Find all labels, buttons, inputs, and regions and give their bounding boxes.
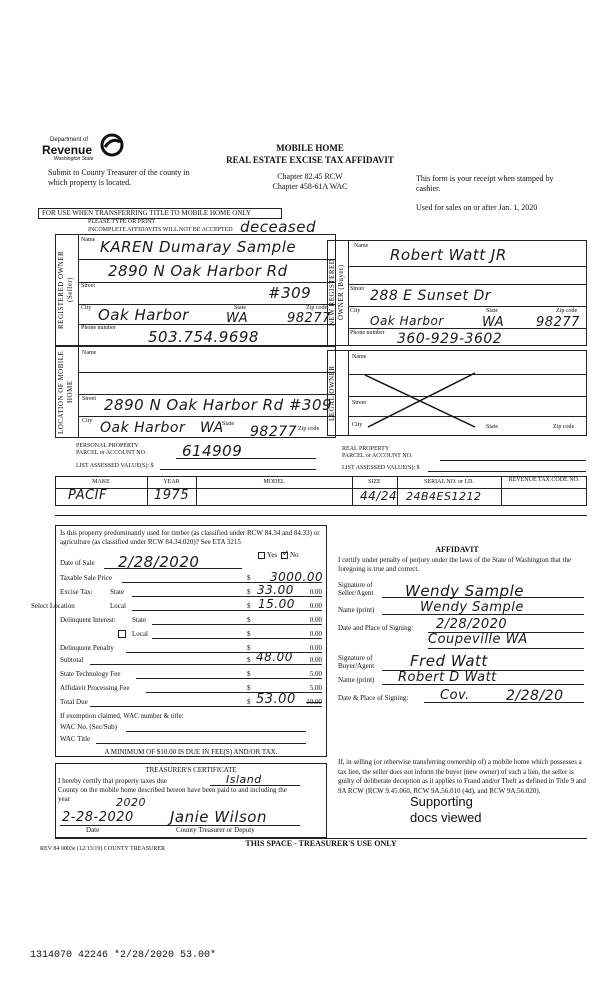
buyer-date-place-label: Date & Place of Signing:: [338, 694, 409, 702]
excise-state-label: State: [110, 588, 124, 596]
seller-name[interactable]: KAREN Dumaray Sample: [100, 238, 297, 256]
seller-city[interactable]: Oak Harbor: [98, 306, 189, 324]
total-due-print: 10.00: [306, 698, 322, 706]
submit-instruction: Submit to County Treasurer of the county in which property is located.: [48, 168, 190, 187]
transfer-notice: FOR USE WHEN TRANSFERRING TITLE TO MOBILE HOME ONLY: [42, 209, 252, 217]
seller-phone-label: Phone number: [81, 325, 116, 331]
legal-zip-label: Zip code: [553, 424, 575, 430]
buyer-state[interactable]: WA: [482, 315, 505, 330]
buyer-signature[interactable]: Fred Watt: [410, 652, 488, 670]
treasurer-title: TREASURER'S CERTIFICATE: [145, 766, 237, 774]
personal-assessed-label: LIST ASSESSED VALUE(S): $: [76, 463, 154, 469]
personal-parcel-number[interactable]: 614909: [182, 442, 243, 460]
affidavit-fee-label: Affidavit Processing Fee: [60, 684, 130, 692]
supporting-docs-stamp-1: Supporting: [410, 794, 473, 809]
seller-zip[interactable]: 98277: [287, 311, 331, 326]
wac-title-label: WAC Title: [60, 735, 91, 743]
seller-street-line1[interactable]: 2890 N Oak Harbor Rd: [108, 262, 288, 280]
yes-label: Yes: [267, 551, 278, 559]
seller-street-line2[interactable]: #309: [268, 284, 312, 302]
form-title-line1: MOBILE HOME: [276, 143, 344, 153]
affidavit-certify: I certify under penalty of perjury under the laws of the State of Washington that the foregoing is true and correct.: [338, 556, 572, 573]
table-header-model: MODEL: [263, 479, 285, 485]
form-revision: REV 84 0003e (12/13/19) COUNTY TREASURER: [40, 846, 166, 852]
taxable-price-label: Taxable Sale Price: [60, 574, 112, 582]
legal-city-label: City: [352, 422, 363, 428]
seller-name-print-label: Name (print): [338, 606, 375, 614]
total-due-label: Total Due: [60, 698, 88, 706]
lien-notice: If, in selling (or otherwise transferring ownership of) a mobile home which possesses a tax lien, the seller does not inform the buyer (new owner) of such a lien, the seller is guilty of deliberate deception as it applies to Fraud and/or Theft as defined in Title 9 and 9A RCW (RCW 9.45.060, RCW 9A.56.010 (4d), and RCW 9A.56.020).: [338, 758, 586, 795]
wac-no-label: WAC No. (Sec/Sub): [60, 723, 117, 731]
treasurer-date[interactable]: 2-28-2020: [62, 810, 134, 825]
subtotal-hand[interactable]: 48.00: [256, 650, 293, 664]
buyer-name-print[interactable]: Robert D Watt: [398, 670, 497, 685]
seller-name-label: Name: [81, 237, 96, 243]
seller-phone[interactable]: 503.754.9698: [148, 328, 259, 346]
location-zip-label: Zip code: [298, 426, 320, 432]
buyer-name-print-label: Name (print): [338, 676, 375, 684]
buyer-street[interactable]: 288 E Sunset Dr: [370, 288, 491, 304]
tech-fee-label: State Technology Fee: [60, 670, 121, 678]
real-parcel-label: PARCEL or ACCOUNT NO.: [342, 453, 413, 459]
treasurer-date-label: Date: [86, 826, 100, 834]
location-name-label: Name: [82, 350, 97, 356]
location-street[interactable]: 2890 N Oak Harbor Rd #309: [104, 396, 333, 414]
buyer-name[interactable]: Robert Watt JR: [390, 246, 507, 264]
timber-question: Is this property predominantly used for timber (as classified under RCW 84.34 and 84.33) or agriculture (as classified under RCW 84.34.020)? See ETA 3215: [60, 529, 320, 546]
delinquent-state[interactable]: 0.00: [309, 616, 322, 624]
subtotal-label: Subtotal: [60, 656, 84, 664]
treasurer-sig-label: County Treasurer or Deputy: [176, 826, 255, 834]
dept-of: Department of: [50, 137, 89, 143]
delinquent-local[interactable]: 0.00: [309, 630, 322, 638]
receipt-note: This form is your receipt when stamped by cashier.: [416, 174, 554, 193]
yes-no-row: [256, 548, 299, 559]
buyer-sig-label-1: Signature of: [338, 654, 373, 662]
location-city[interactable]: Oak Harbor: [100, 420, 186, 436]
dept-name: Revenue: [42, 143, 93, 157]
dor-logo: [40, 133, 160, 163]
dollar-total: $: [247, 698, 251, 706]
buyer-sign-place[interactable]: Cov.: [440, 688, 470, 703]
legal-state-label: State: [486, 424, 498, 430]
treasurer-cert-text-2: County on the mobile home described hereon have been paid to and including the year: [58, 786, 287, 803]
dollar-affidavit: $: [247, 684, 251, 692]
no-label: No: [289, 551, 299, 559]
treasurer-signature[interactable]: Janie Wilson: [170, 808, 267, 826]
yes-checkbox[interactable]: [258, 552, 265, 559]
table-header-year: YEAR: [163, 479, 180, 485]
tech-fee: 5.00: [309, 670, 322, 678]
location-state[interactable]: WA: [200, 420, 224, 436]
buyer-sig-label-2: Buyer/Agent: [338, 662, 375, 670]
buyer-zip-label: Zip code: [556, 308, 578, 314]
dollar-taxable: $: [247, 574, 251, 582]
seller-sig-label-2: Seller/Agent: [338, 589, 374, 597]
location-zip[interactable]: 98277: [250, 424, 298, 440]
table-header-serial: SERIAL NO. or I.D.: [424, 479, 474, 485]
chapter-wac: Chapter 458-61A WAC: [272, 182, 348, 191]
location-section-label: LOCATION OF MOBILE HOME: [57, 350, 74, 434]
chapter-rcw: Chapter 82.45 RCW: [277, 172, 343, 181]
seller-signature[interactable]: Wendy Sample: [405, 582, 524, 600]
legal-name-label: Name: [352, 354, 367, 360]
seller-street-label: Street: [81, 283, 95, 289]
treasurer-cert-text-1: I hereby certify that property taxes due: [58, 777, 167, 785]
seller-sign-place[interactable]: Coupeville WA: [428, 632, 528, 647]
exemption-label: If exemption claimed, WAC number & title:: [60, 712, 184, 720]
buyer-city-label: City: [350, 308, 361, 314]
incomplete-notice: INCOMPLETE AFFIDAVITS WILL NOT BE ACCEPTED: [88, 227, 233, 233]
table-header-tax-code: REVENUE TAX CODE NO.: [508, 477, 580, 483]
used-for-date: Used for sales on or after Jan. 1, 2020: [416, 203, 538, 212]
delinquent-state-label: State: [132, 616, 146, 624]
excise-local-hand[interactable]: 15.00: [258, 597, 295, 611]
date-of-sale[interactable]: 2/28/2020: [118, 553, 200, 571]
dept-state: Washington State: [54, 156, 94, 162]
no-checkbox[interactable]: [281, 548, 290, 559]
table-header-size: SIZE: [368, 479, 381, 485]
real-property-label: REAL PROPERTY: [342, 446, 390, 452]
dollar-tech: $: [247, 670, 251, 678]
date-of-sale-label: Date of Sale: [60, 559, 95, 567]
seller-name-print[interactable]: Wendy Sample: [420, 600, 524, 615]
buyer-phone[interactable]: 360-929-3602: [397, 331, 503, 347]
buyer-city[interactable]: Oak Harbor: [370, 314, 444, 328]
delinquent-interest-label: Delinquent Interest:: [60, 616, 116, 624]
location-city-label: City: [82, 418, 93, 424]
print-notice: PLEASE TYPE OR PRINT: [88, 219, 156, 225]
personal-property-label: PERSONAL PROPERTY: [76, 443, 139, 449]
minimum-due-notice: A MINIMUM OF $10.00 IS DUE IN FEE(S) AND/OR TAX.: [104, 748, 278, 756]
legal-owner-label: LEGAL OWNER: [328, 365, 336, 421]
deceased-annotation: deceased: [240, 218, 316, 236]
table-make-value[interactable]: PACIF: [68, 488, 107, 503]
treasurer-use-only: THIS SPACE - TREASURER'S USE ONLY: [245, 839, 397, 848]
excise-local-label: Local: [110, 602, 126, 610]
seller-state-label: State: [234, 305, 246, 311]
penalty[interactable]: 0.00: [309, 644, 322, 652]
dollar-excise-state: $: [247, 588, 251, 596]
seller-zip-label: Zip code: [306, 305, 328, 311]
excise-tax-label: Excise Tax:: [60, 588, 93, 596]
table-header-make: MAKE: [92, 479, 110, 485]
seller-sig-label-1: Signature of: [338, 581, 373, 589]
buyer-phone-label: Phone number: [350, 330, 385, 336]
seller-city-label: City: [81, 305, 92, 311]
table-serial-value[interactable]: 24B4ES1212: [406, 490, 482, 503]
total-due-hand[interactable]: 53.00: [256, 692, 296, 707]
seller-sign-date[interactable]: 2/28/2020: [436, 617, 508, 632]
legal-owner-cross-out: [360, 370, 480, 430]
treasurer-year[interactable]: 2020: [116, 796, 146, 809]
delinquent-local-label: Local: [132, 630, 148, 638]
buyer-street-label: Street: [350, 286, 364, 292]
local-select-box[interactable]: [118, 630, 126, 638]
excise-state-print: 0.00: [309, 588, 322, 596]
supporting-docs-stamp-2: docs viewed: [410, 810, 482, 825]
dollar-subtotal: $: [247, 656, 251, 664]
penalty-label: Delinquent Penalty: [60, 644, 114, 652]
dor-logo-mark-icon: [100, 133, 124, 157]
buyer-name-label: Name: [354, 243, 369, 249]
buyer-section-label: NEW REGISTERED OWNER (Buyer): [328, 258, 345, 326]
table-year-value[interactable]: 1975: [154, 488, 190, 503]
location-street-label: Street: [82, 396, 96, 402]
location-state-label: State: [222, 421, 234, 427]
dollar-delinquent-local: $: [247, 630, 251, 638]
buyer-zip[interactable]: 98277: [536, 315, 580, 330]
dollar-delinquent-state: $: [247, 616, 251, 624]
personal-parcel-label: PARCEL or ACCOUNT NO.: [76, 450, 147, 456]
select-location[interactable]: Select Location: [31, 602, 75, 610]
taxable-price[interactable]: 3000.00: [270, 570, 324, 584]
cashier-stamp: 1314070 42246 *2/28/2020 53.00*: [30, 950, 217, 961]
affidavit-fee: 5.00: [309, 684, 322, 692]
buyer-sign-date[interactable]: 2/28/20: [506, 688, 564, 704]
table-size-value[interactable]: 44/24: [360, 489, 398, 503]
seller-section-label: REGISTERED OWNER (Seller): [57, 250, 74, 330]
seller-state[interactable]: WA: [226, 311, 249, 326]
form-title-line2: REAL ESTATE EXCISE TAX AFFIDAVIT: [226, 155, 394, 165]
real-assessed-label: LIST ASSESSED VALUE(S): $: [342, 465, 420, 471]
dollar-penalty: $: [247, 644, 251, 652]
treasurer-county[interactable]: Island: [226, 773, 262, 786]
seller-date-place-label: Date and Place of Signing:: [338, 624, 414, 632]
dollar-excise-local: $: [247, 602, 251, 610]
affidavit-title: AFFIDAVIT: [435, 545, 479, 554]
no-checkmark: ✓: [281, 548, 290, 559]
subtotal-print: 0.00: [309, 656, 322, 664]
excise-state-hand[interactable]: 33.00: [257, 583, 294, 597]
excise-local-print: 0.00: [309, 602, 322, 610]
buyer-state-label: State: [486, 308, 498, 314]
legal-street-label: Street: [352, 400, 366, 406]
